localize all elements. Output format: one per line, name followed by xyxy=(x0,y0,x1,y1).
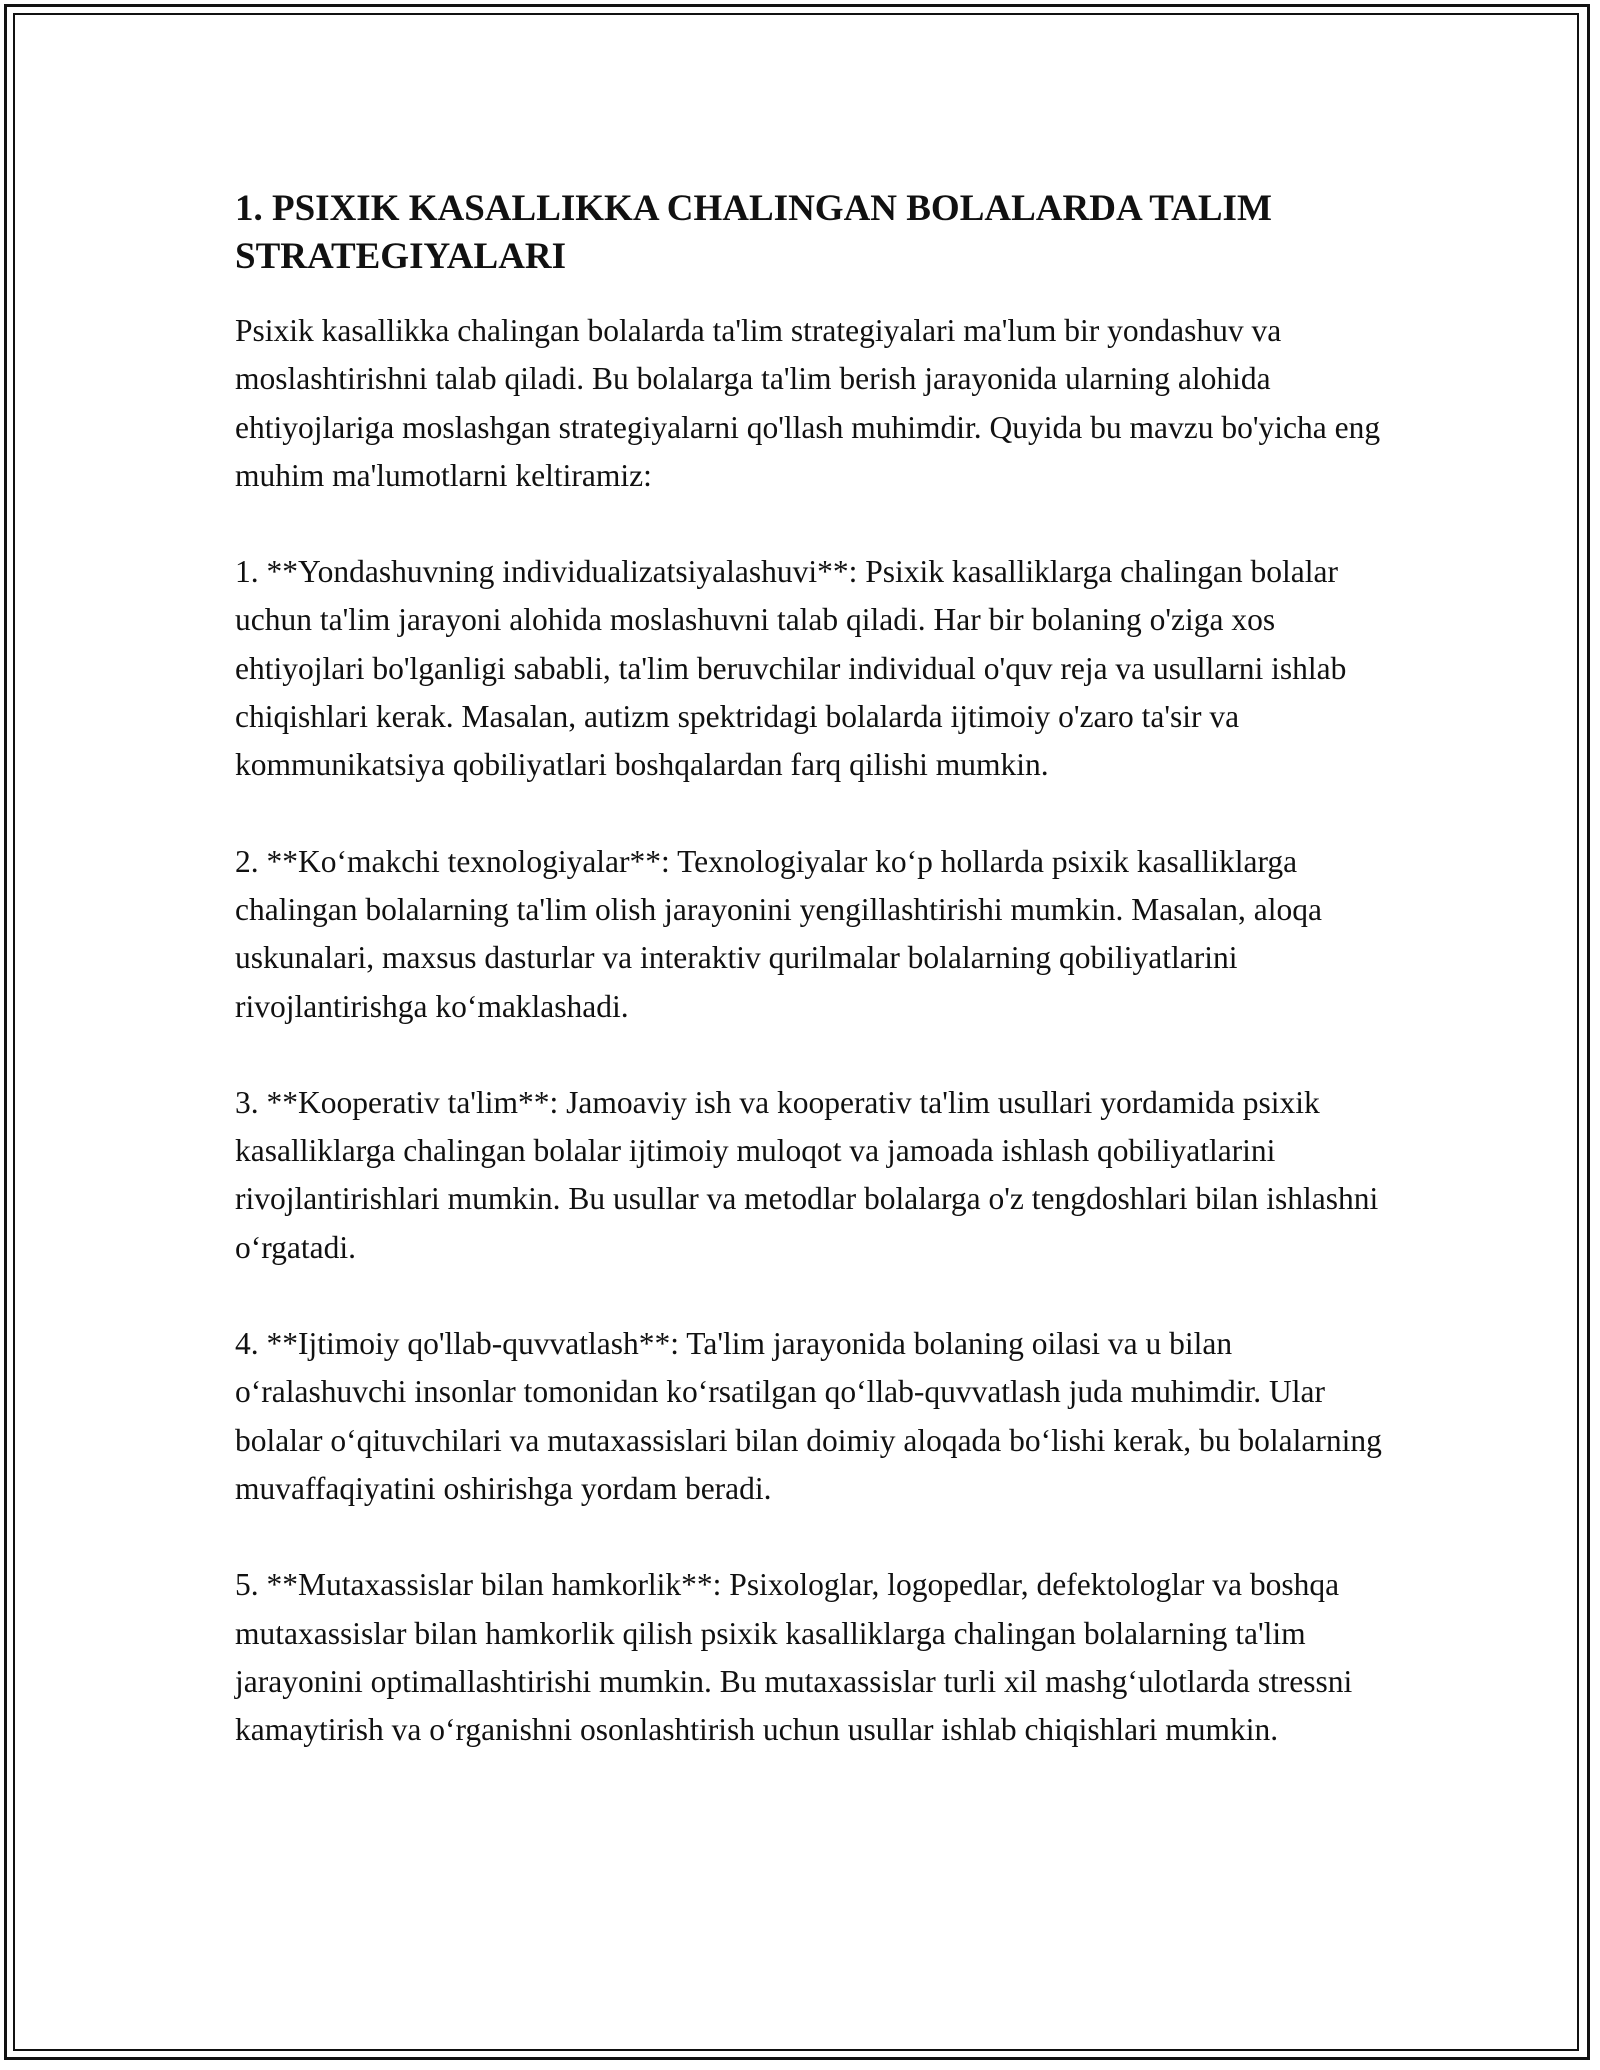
document-title: 1. PSIXIK KASALLIKKA CHALINGAN BOLALARDA TALIM STRATEGIYALARI xyxy=(235,188,1272,277)
list-item: 5. **Mutaxassislar bilan hamkorlik**: Psixologlar, logopedlar, defektologlar va boshqa mutaxassislar bilan hamkorlik qilish psixik kasalliklarga chalingan bolalarning ta'lim jarayonini optimallashtirishi mumkin. Bu mutaxassislar turli xil mashg‘ulotlarda stressni kamaytirish va o‘rganishni osonlashtirish uchun usullar ishlab chiqishlari mumkin. xyxy=(235,1567,1353,1748)
document-body xyxy=(235,185,1385,1802)
list-item: 4. **Ijtimoiy qo'llab-quvvatlash**: Ta'lim jarayonida bolaning oilasi va u bilan o‘ralashuvchi insonlar tomonidan ko‘rsatilgan qo‘llab-quvvatlash juda muhimdir. Ular bolalar o‘qituvchilari va mutaxassislari bilan doimiy aloqada bo‘lishi kerak, bu bolalarning muvaffaqiyatini oshirishga yordam beradi. xyxy=(235,1326,1382,1506)
intro-paragraph: Psixik kasallikka chalingan bolalarda ta'lim strategiyalari ma'lum bir yondashuv va moslashtirishni talab qiladi. Bu bolalarga ta'lim berish jarayonida ularning alohida ehtiyojlariga moslashgan strategiyalarni qo'llash muhimdir. Quyida bu mavzu bo'yicha eng muhim ma'lumotlarni keltiramiz: xyxy=(235,313,1381,493)
list-item: 3. **Kooperativ ta'lim**: Jamoaviy ish va kooperativ ta'lim usullari yordamida psixik kasalliklarga chalingan bolalar ijtimoiy muloqot va jamoada ishlash qobiliyatlarini rivojlantirishlari mumkin. Bu usullar va metodlar bolalarga o'z tengdoshlari bilan ishlashni o‘rgatadi. xyxy=(235,1084,1379,1265)
list-item: 2. **Ko‘makchi texnologiyalar**: Texnologiyalar ko‘p hollarda psixik kasalliklarga chalingan bolalarning ta'lim olish jarayonini yengillashtirishi mumkin. Masalan, aloqa uskunalari, maxsus dasturlar va interaktiv qurilmalar bolalarning qobiliyatlarini rivojlantirishga ko‘maklashadi. xyxy=(235,843,1322,1024)
list-item: 1. **Yondashuvning individualizatsiyalashuvi**: Psixik kasalliklarga chalingan bolalar uchun ta'lim jarayoni alohida moslashuvni talab qiladi. Har bir bolaning o'ziga xos ehtiyojlari bo'lganligi sababli, ta'lim beruvchilar individual o'quv reja va usullarni ishlab chiqishlari kerak. Masalan, autizm spektridagi bolalarda ijtimoiy o'zaro ta'sir va kommunikatsiya qobiliyatlari boshqalardan farq qilishi mumkin. xyxy=(235,554,1347,783)
